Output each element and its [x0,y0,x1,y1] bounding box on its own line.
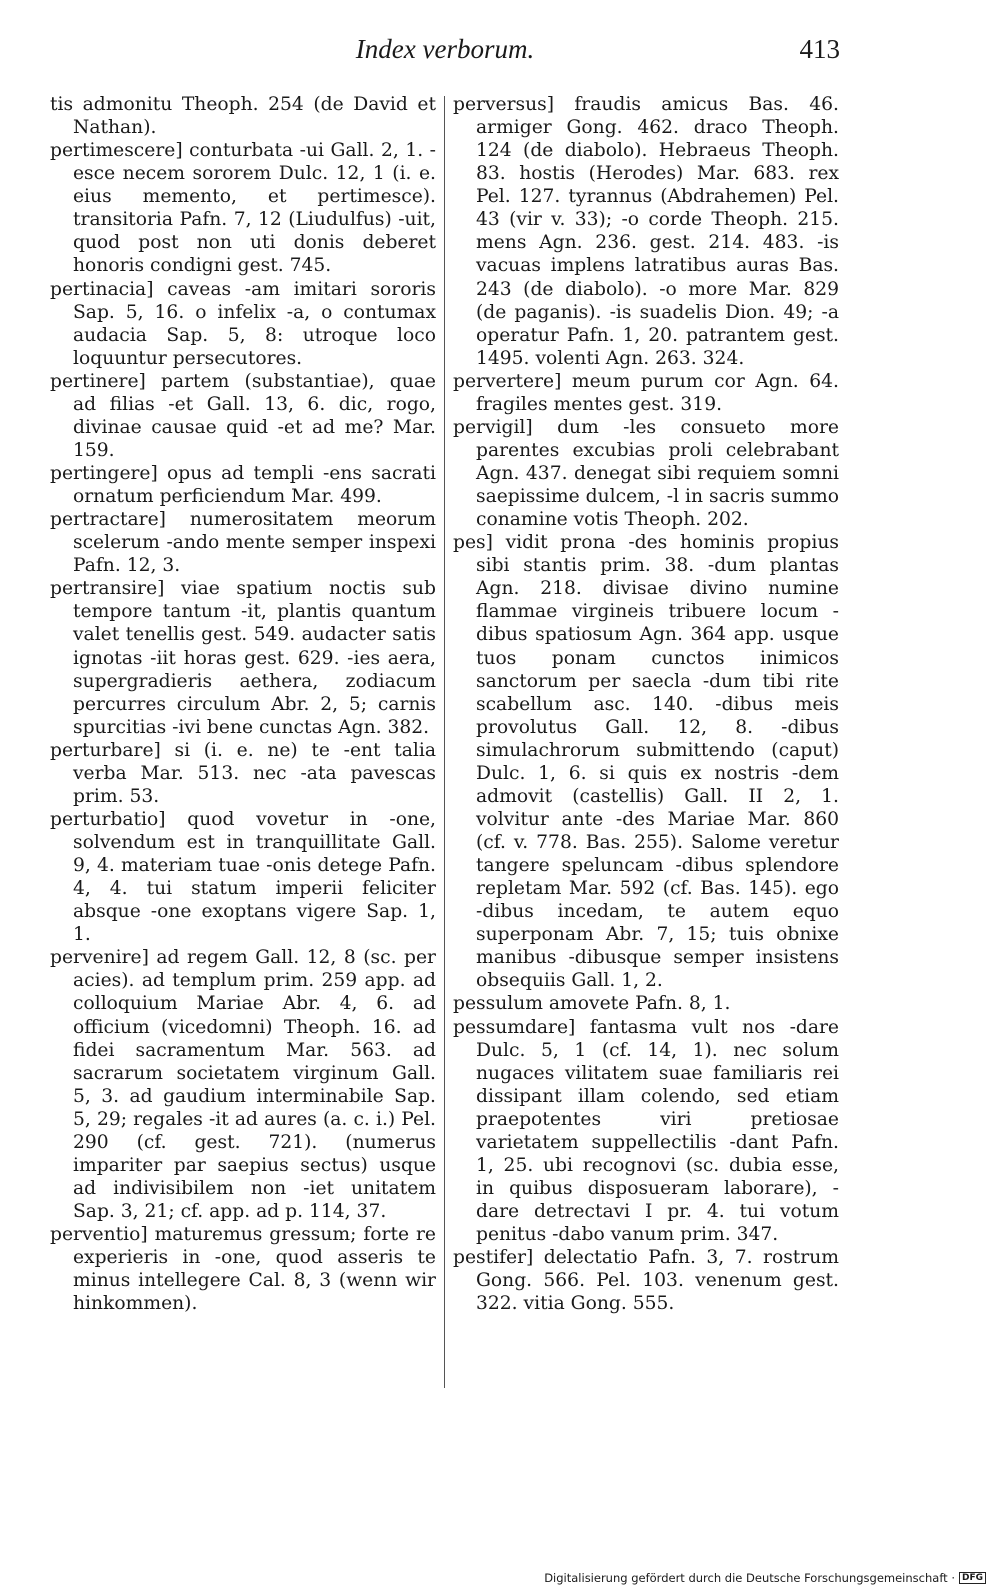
dfg-logo: DFG [959,1572,986,1584]
index-entry: perturbatio] quod vovetur in -one, solvendum est in tranquillitate Gall. 9, 4. materiam tuae -onis detege Pafn. 4, 4. tui statum imperii feliciter absque -one exoptans vigere Sap. 1, 1. [50,808,436,946]
index-entry: pertransire] viae spatium noctis sub tempore tantum -it, plantis quantum valet tenellis gest. 549. audacter satis ignotas -iit horas gest. 629. -ies aera, supergradieris aethera, zodiacum percurres circulum Abr. 2, 5; carnis spurcitias -ivi bene cunctas Agn. 382. [50,578,436,738]
footer-text: Digitalisierung gefördert durch die Deutsche Forschungsgemeinschaft · [544,1571,955,1585]
index-entry: pervertere] meum purum cor Agn. 64. fragiles mentes gest. 319. [453,370,839,415]
index-entry: pervigil] dum -les consueto more parentes excubias proli celebrabant Agn. 437. denegat sibi requiem somni saepissime dulcem, -l in sacris summo conamine votis Theoph. 202. [453,416,839,531]
index-entry: perturbare] si (i. e. ne) te -ent talia verba Mar. 513. nec -ata pavescas prim. 53. [50,739,436,807]
index-entry: pertingere] opus ad templi -ens sacrati ornatum perficiendum Mar. 499. [50,463,436,508]
index-entry: pertractare] numerositatem meorum scelerum -ando mente semper inspexi Pafn. 12, 3. [50,509,436,577]
footer-credit [544,1571,986,1585]
index-entry: pessumdare] fantasma vult nos -dare Dulc. 5, 1 (cf. 14, 1). nec solum nugaces vilitatem suae familiaris rei dissipant illam colendo, sed etiam praepotentes viri pretiosae varietatem suppellectilis -dant Pafn. 1, 25. ubi recognovi (sc. dubia esse, in quibus disposueram laborare), -dare detrectavi I pr. 4. tui votum penitus -dabo vanum prim. 347. [453,1016,839,1246]
index-entry: pertinacia] caveas -am imitari sororis Sap. 5, 16. o infelix -a, o contumax audacia Sap. 5, 8: utroque loco loquuntur persecutores. [50,278,436,369]
index-entry: tis admonitu Theoph. 254 (de David et Nathan). [50,94,436,139]
page-number: 413 [799,34,840,64]
index-entry: pervenire] ad regem Gall. 12, 8 (sc. per acies). ad templum prim. 259 app. ad colloquium Mariae Abr. 4, 6. ad officium (vicedomni) Theoph. 16. ad fidei sacramentum Mar. 563. ad sacrarum societatem virginum Gall. 5, 3. ad gaudium interminabile Sap. 5, 29; regales -it ad aures (a. c. i.) Pel. 290 (cf. gest. 721). (numerus impariter par saepius sectus) usque ad indivisibilem non -iet unitatem Sap. 3, 21; cf. app. ad p. 114, 37. [50,947,436,1222]
index-entry: pessulum amovete Pafn. 8, 1. [453,993,731,1015]
index-entry: perversus] fraudis amicus Bas. 46. armiger Gong. 462. draco Theoph. 124 (de diabolo). Hebraeus Theoph. 83. hostis (Herodes) Mar. 683. rex Pel. 127. tyrannus (Abdrahemen) Pel. 43 (vir v. 33); -o corde Theoph. 215. mens Agn. 236. gest. 214. 483. -is vacuas implens latratibus auras Bas. 243 (de diabolo). -o more Mar. 829 (de paganis). -is suadelis Dion. 49; -a operatur Pafn. 1, 20. patrantem gest. 1495. volenti Agn. 263. 324. [453,94,839,369]
page-header-title: Index verborum. [355,34,535,64]
index-entry: pertimescere] conturbata -ui Gall. 2, 1. -esce necem sororem Dulc. 12, 1 (i. e. eius memento, et pertimesce). transitoria Pafn. 7, 12 (Liudulfus) -uit, quod post non uti donis deberet honoris condigni gest. 745. [50,140,436,277]
index-entry: pestifer] delectatio Pafn. 3, 7. rostrum Gong. 566. Pel. 103. venenum gest. 322. vitia Gong. 555. [453,1247,839,1315]
index-entry: pertinere] partem (substantiae), quae ad filias -et Gall. 13, 6. dic, rogo, divinae causae quid -et ad me? Mar. 159. [50,370,436,461]
left-column [50,93,436,1315]
index-entry: pes] vidit prona -des hominis propius sibi stantis prim. 38. -dum plantas Agn. 218. divisae divino numine flammae virgineis tribuere locum -dibus spatiosum Agn. 364 app. usque tuos ponam cunctos inimicos sanctorum per saecla -dum tibi rite scabellum asc. 140. -dibus meis provolutus Gall. 12, 8. -dibus simulachrorum submittendo (caput) Dulc. 1, 6. si quis ex nostris -dem admovit (castellis) Gall. II 2, 1. volvitur ante -des Mariae Mar. 860 (cf. v. 778. Bas. 255). Salome veretur tangere speluncam -dibus splendore repletam Mar. 592 (cf. Bas. 145). ego -dibus incedam, te autem equo superponam Abr. 7, 15; tuis obnixe manibus -dibusque semper insistens obsequiis Gall. 1, 2. [453,532,839,992]
column-divider [444,96,445,1388]
index-entry: perventio] maturemus gressum; forte re experieris in -one, quod asseris te minus intellegere Cal. 8, 3 (wenn wir hinkommen). [50,1224,436,1315]
right-column [453,93,839,1315]
